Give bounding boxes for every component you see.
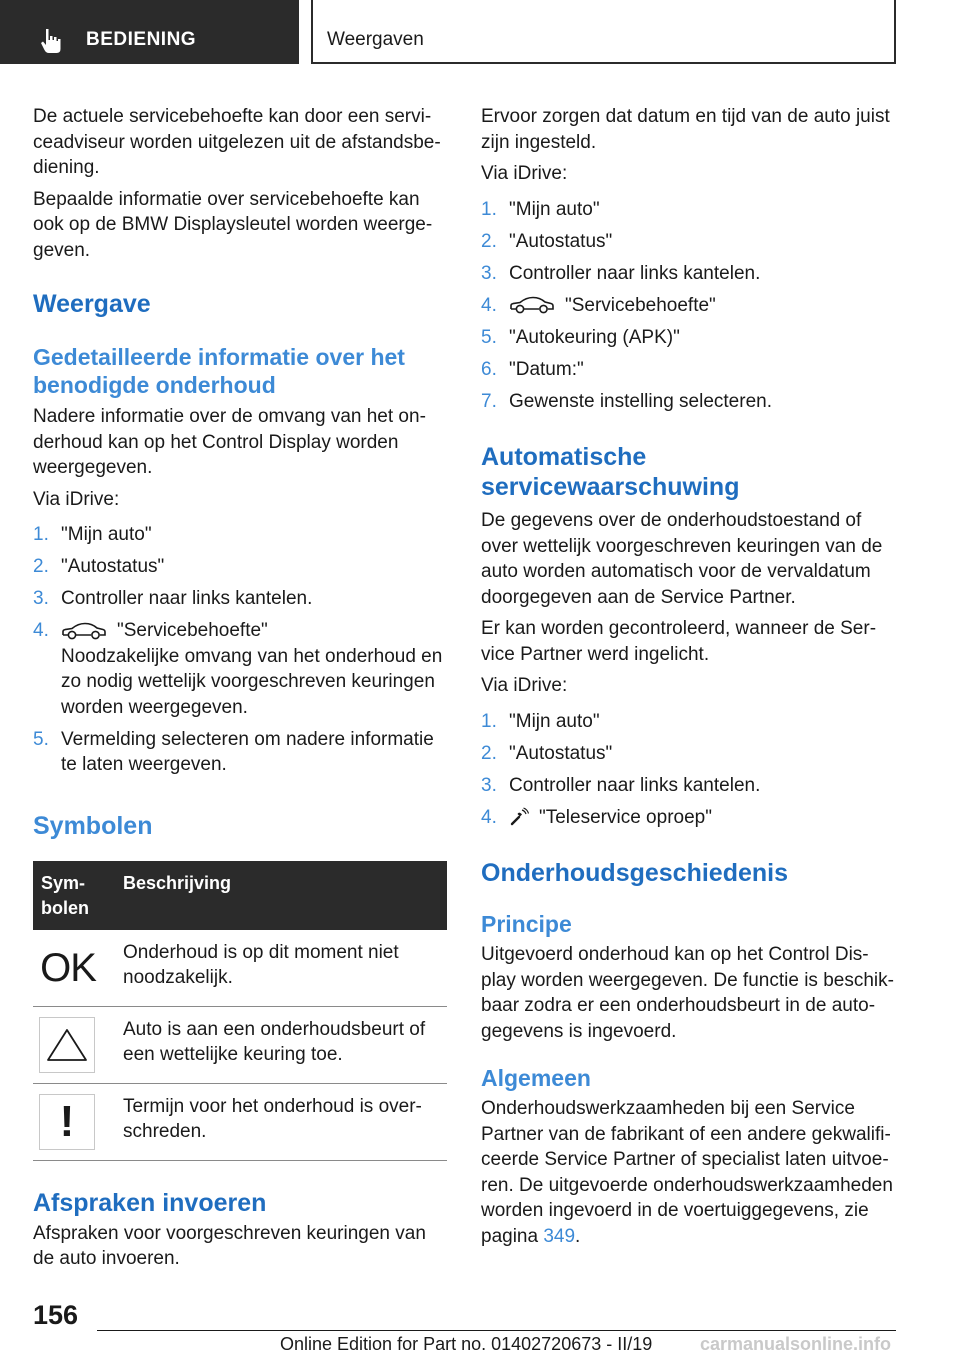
section-title: BEDIENING	[86, 29, 197, 50]
car-icon	[509, 296, 555, 314]
step-text: "Servicebehoefte"	[565, 294, 716, 316]
step-number: 2.	[33, 556, 49, 577]
step-number: 4.	[481, 806, 497, 828]
intro-paragraph: Ervoor zorgen dat datum en tijd van de auto juist zijn ingesteld.	[481, 106, 890, 153]
table-row	[33, 930, 447, 1007]
list-item	[33, 727, 447, 778]
step-number: 2.	[481, 742, 497, 764]
step-number: 2.	[481, 230, 497, 252]
description-cell: Onderhoud is op dit moment niet noodzakelijk.	[115, 930, 447, 1007]
principe-paragraph: Uitgevoerd onderhoud kan op het Control Display worden weergegeven. De functie is beschikbaar zodra er een onderhoudsbeurt in de autogegevens is ingevoerd.	[481, 944, 894, 1042]
heading-symbolen: Symbolen	[33, 811, 153, 840]
step-extra-text: Noodzakelijke omvang van het onderhoud en zo nodig wettelijk voorgeschreven keuringen worden weergegeven.	[61, 645, 443, 718]
list-item	[481, 357, 895, 383]
step-text: "Teleservice oproep"	[539, 806, 712, 828]
step-number: 5.	[481, 326, 497, 348]
symbols-table	[33, 861, 447, 1161]
heading-weergave: Weergave	[33, 290, 151, 318]
heading-principe: Principe	[481, 911, 572, 937]
step-text: "Autostatus"	[509, 230, 613, 252]
algemeen-end: .	[575, 1225, 581, 1247]
chapter-tab	[311, 0, 896, 64]
step-text: Controller naar links kantelen.	[509, 262, 761, 284]
exclamation-icon	[39, 1094, 95, 1150]
auto-paragraph-1: De gegevens over de onderhoudstoestand of over wettelijk voorgeschreven keuringen van de auto worden automatisch voor de vervaldatum doorgegeven aan de Service Partner.	[481, 510, 883, 608]
table-row	[33, 1083, 447, 1160]
chapter-title: Weergaven	[327, 29, 424, 50]
via-idrive-label: Via iDrive:	[481, 675, 568, 696]
via-idrive-label: Via iDrive:	[33, 488, 120, 510]
list-item	[481, 773, 895, 799]
step-text: "Autokeuring (APK)"	[509, 326, 680, 348]
heading-afspraken: Afspraken invoeren	[33, 1188, 267, 1217]
step-body	[509, 805, 895, 831]
page-reference-link[interactable]: 349	[543, 1225, 576, 1247]
section-tab	[0, 0, 299, 64]
step-number: 1.	[33, 524, 49, 545]
step-text: Controller naar links kantelen.	[61, 588, 313, 609]
step-text: Vermelding selecteren om nadere informatie te laten weergeven.	[61, 728, 434, 775]
step-text: "Mijn auto"	[61, 524, 152, 545]
symbol-cell	[33, 1006, 115, 1083]
step-text: "Autostatus"	[61, 556, 165, 577]
description-cell: Termijn voor het onderhoud is overschreden.	[115, 1083, 447, 1160]
right-steps-list-2	[481, 709, 895, 831]
step-text: Controller naar links kantelen.	[509, 774, 761, 796]
list-item	[33, 586, 447, 612]
description-cell: Auto is aan een onderhoudsbeurt of een wettelijke keuring toe.	[115, 1006, 447, 1083]
afspraken-paragraph: Afspraken voor voorgeschreven keuringen van de auto invoeren.	[33, 1222, 426, 1269]
list-item	[481, 805, 895, 831]
heading-onderhoudsgeschiedenis: Onderhoudsgeschiedenis	[481, 859, 789, 887]
column-header-description: Beschrijving	[115, 861, 447, 930]
step-number: 1.	[481, 710, 497, 732]
table-row	[33, 1006, 447, 1083]
step-number: 7.	[481, 390, 497, 412]
hand-pointer-icon	[38, 27, 68, 55]
list-item	[481, 197, 895, 223]
list-item	[33, 522, 447, 548]
step-text: "Autostatus"	[509, 742, 613, 764]
step-text: "Datum:"	[509, 358, 584, 380]
footer-divider	[97, 1330, 896, 1331]
step-number: 4.	[481, 294, 497, 316]
step-number: 5.	[33, 728, 49, 750]
detail-paragraph: Nadere informatie over de omvang van het onderhoud kan op het Control Display worden weergegeven.	[33, 406, 426, 478]
intro-paragraph-1: De actuele servicebehoefte kan door een serviceadviseur worden uitgelezen uit de afstandsbediening.	[33, 106, 441, 178]
via-idrive-label: Via iDrive:	[481, 163, 568, 184]
left-column	[33, 104, 447, 1278]
step-number: 3.	[481, 262, 497, 284]
algemeen-paragraph	[481, 1096, 895, 1249]
auto-paragraph-2: Er kan worden gecontroleerd, wanneer de Service Partner werd ingelicht.	[481, 618, 877, 665]
edition-text: Online Edition for Part no. 01402720673 - II/19	[280, 1334, 653, 1354]
exclamation-glyph: !	[59, 1096, 75, 1146]
column-header-symbols: Symbolen	[33, 861, 115, 930]
step-text: Gewenste instelling selecteren.	[509, 390, 772, 412]
page-number: 156	[33, 1300, 79, 1330]
symbol-cell	[33, 930, 115, 1007]
step-body	[509, 293, 895, 319]
list-item	[481, 709, 895, 735]
heading-automatische: Automatische servicewaarschuwing	[481, 443, 740, 501]
step-text: "Servicebehoefte"	[117, 620, 268, 641]
list-item	[481, 741, 895, 767]
table-header-row	[33, 861, 447, 930]
step-text: "Mijn auto"	[509, 198, 600, 220]
symbol-cell	[33, 1083, 115, 1160]
wrench-signal-icon	[509, 807, 529, 827]
step-number: 3.	[481, 774, 497, 796]
car-icon	[61, 622, 107, 640]
step-text: "Mijn auto"	[509, 710, 600, 732]
list-item	[33, 618, 447, 720]
step-number: 1.	[481, 198, 497, 220]
step-body	[61, 618, 447, 720]
warning-triangle-icon	[39, 1017, 95, 1073]
step-number: 6.	[481, 358, 497, 380]
list-item	[481, 293, 895, 319]
ok-icon: OK	[40, 945, 96, 990]
list-item	[481, 229, 895, 255]
right-steps-list-1	[481, 197, 895, 415]
left-steps-list	[33, 522, 447, 778]
list-item	[33, 554, 447, 580]
heading-algemeen: Algemeen	[481, 1065, 591, 1091]
list-item	[481, 325, 895, 351]
step-number: 3.	[33, 588, 49, 609]
intro-paragraph-2: Bepaalde informatie over servicebehoefte kan ook op de BMW Displaysleutel worden weergegeven.	[33, 188, 433, 261]
watermark: carmanualsonline.info	[700, 1334, 892, 1354]
heading-detail: Gedetailleerde informatie over het benodigde onderhoud	[33, 344, 405, 398]
list-item	[481, 261, 895, 287]
algemeen-text: Onderhoudswerkzaamheden bij een Service Partner van de fabrikant of een andere gekwalificeerde Service Partner of specialist laten uitvoeren. De uitgevoerde onderhoudswerkzaamheden worden ingevoerd in de voertuiggegevens, zie pagina	[481, 1098, 893, 1247]
right-column	[481, 104, 895, 1255]
list-item	[481, 389, 895, 415]
step-number: 4.	[33, 620, 49, 641]
